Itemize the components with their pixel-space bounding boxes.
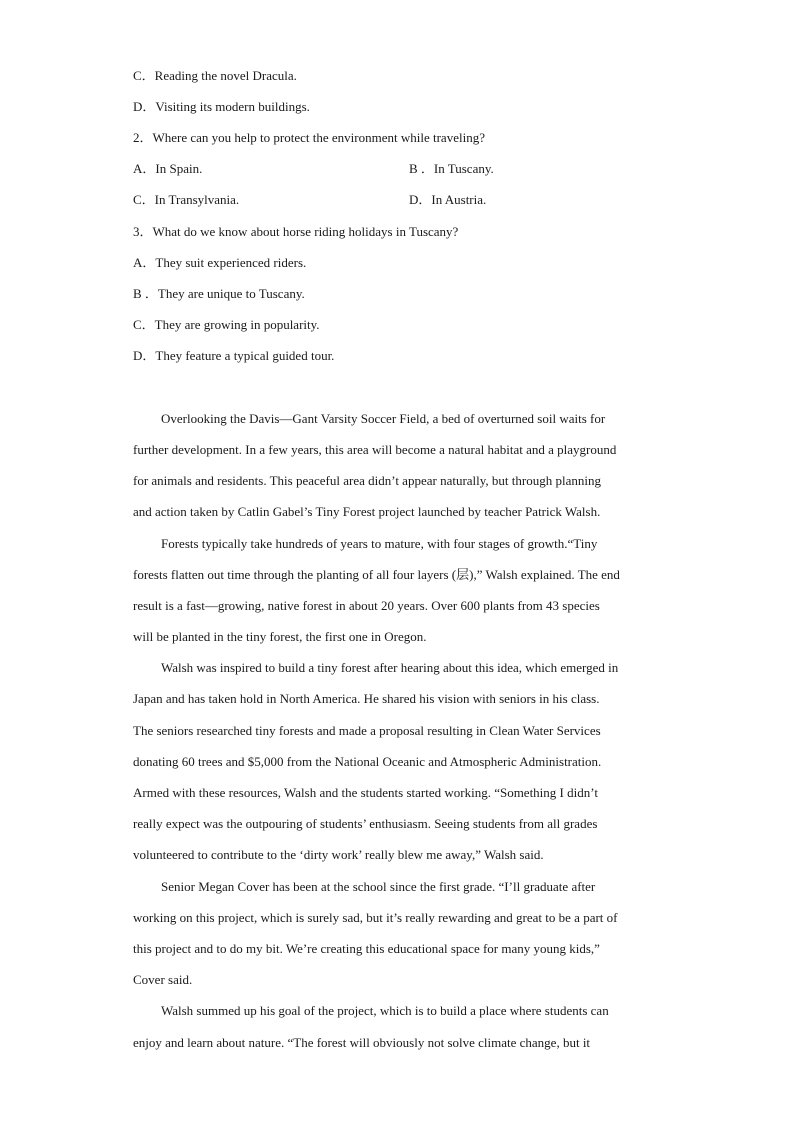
passage-line: Walsh summed up his goal of the project, which is to build a place where students can (161, 1003, 609, 1018)
q2-option-b: B ．In Tuscany. (409, 161, 494, 176)
passage-line: further development. In a few years, this area will become a natural habitat and a playground (133, 442, 617, 457)
passage-line: Japan and has taken hold in North America. He shared his vision with seniors in his class. (133, 691, 600, 706)
passage-line: will be planted in the tiny forest, the first one in Oregon. (133, 629, 427, 644)
q3-option-b: B ．They are unique to Tuscany. (133, 286, 305, 301)
passage-line: donating 60 trees and $5,000 from the National Oceanic and Atmospheric Administration. (133, 754, 602, 769)
passage-line: Senior Megan Cover has been at the school since the first grade. “I’ll graduate after (161, 879, 596, 894)
passage-line: working on this project, which is surely sad, but it’s really rewarding and great to be a part of (133, 910, 618, 925)
q3-stem: 3．What do we know about horse riding holidays in Tuscany? (133, 224, 459, 239)
q2-stem: 2．Where can you help to protect the environment while traveling? (133, 130, 485, 145)
q3-option-c: C．They are growing in popularity. (133, 317, 320, 332)
q1-option-d: D．Visiting its modern buildings. (133, 99, 310, 114)
q2-option-c: C．In Transylvania. (133, 192, 240, 207)
q3-option-d: D．They feature a typical guided tour. (133, 348, 335, 363)
passage-line: volunteered to contribute to the ‘dirty work’ really blew me away,” Walsh said. (133, 847, 544, 862)
q3-option-a: A．They suit experienced riders. (133, 255, 307, 270)
passage-line: The seniors researched tiny forests and made a proposal resulting in Clean Water Services (133, 723, 601, 738)
passage-line: Overlooking the Davis—Gant Varsity Soccer Field, a bed of overturned soil waits for (161, 411, 606, 426)
passage-line: Walsh was inspired to build a tiny forest after hearing about this idea, which emerged in (161, 660, 619, 675)
passage-line: forests flatten out time through the planting of all four layers (层),” Walsh explained. The end (133, 567, 620, 582)
passage-line: for animals and residents. This peaceful area didn’t appear naturally, but through planning (133, 473, 601, 488)
passage-line: Forests typically take hundreds of years to mature, with four stages of growth.“Tiny (161, 536, 598, 551)
q1-option-c: C．Reading the novel Dracula. (133, 68, 297, 83)
passage-line: result is a fast—growing, native forest in about 20 years. Over 600 plants from 43 species (133, 598, 600, 613)
passage-line: this project and to do my bit. We’re creating this educational space for many young kids,” (133, 941, 600, 956)
passage-line: enjoy and learn about nature. “The forest will obviously not solve climate change, but it (133, 1035, 591, 1050)
passage-line: Cover said. (133, 972, 193, 987)
passage-line: Armed with these resources, Walsh and the students started working. “Something I didn’t (133, 785, 598, 800)
q2-option-a: A．In Spain. (133, 161, 203, 176)
passage-line: and action taken by Catlin Gabel’s Tiny Forest project launched by teacher Patrick Walsh. (133, 504, 601, 519)
passage-line: really expect was the outpouring of students’ enthusiasm. Seeing students from all grades (133, 816, 598, 831)
q2-option-d: D．In Austria. (409, 192, 487, 207)
